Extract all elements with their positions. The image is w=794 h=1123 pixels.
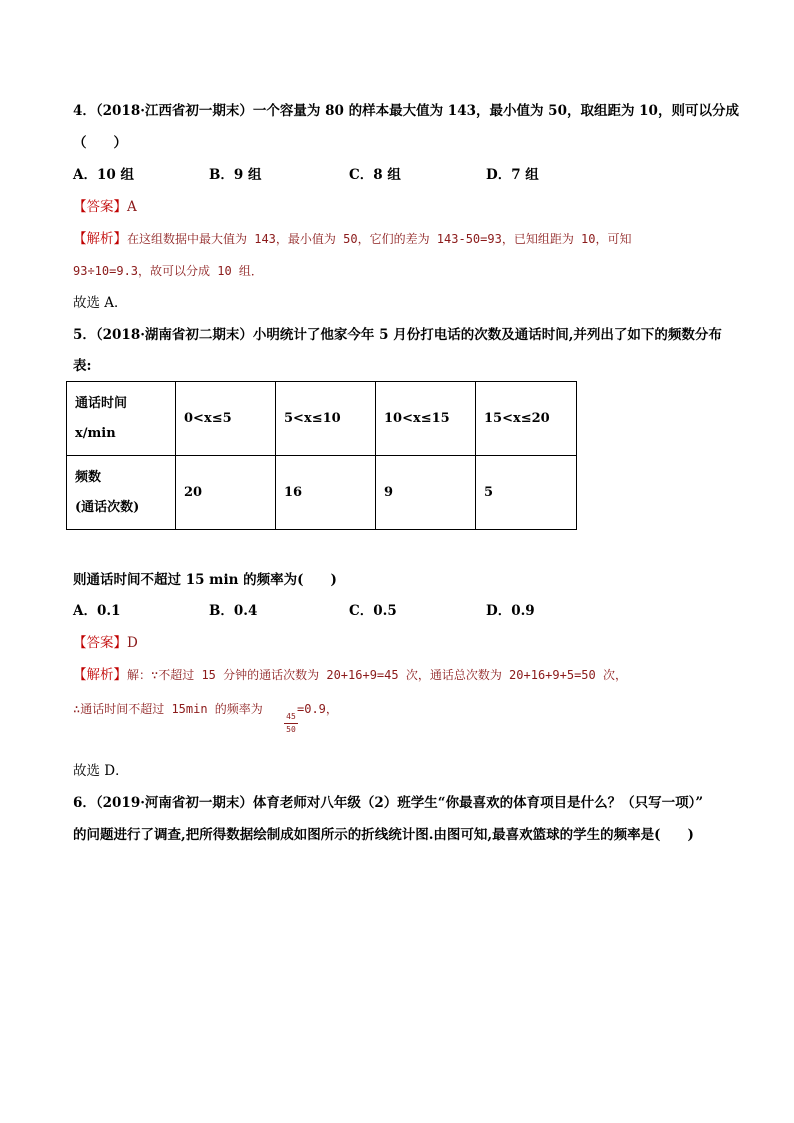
q6-stem-line1: 6．（2019·河南省初一期末）体育老师对八年级（2）班学生“你最喜欢的体育项目是什么？（只写一项）” bbox=[73, 795, 704, 811]
q5-option-d: D．0.9 bbox=[486, 603, 535, 619]
fraction-numerator: 45 bbox=[286, 712, 296, 721]
frequency-table bbox=[66, 381, 577, 530]
q4-answer bbox=[73, 198, 137, 216]
q5-stem-line1: 5．（2018·湖南省初二期末）小明统计了他家今年 5 月份打电话的次数及通话时间,并列出了如下的频数分布 bbox=[73, 327, 722, 343]
table-row bbox=[67, 382, 577, 456]
fraction-denominator: 50 bbox=[286, 725, 296, 734]
q4-analysis-tag: 【解析】 bbox=[73, 231, 127, 247]
q5-answer bbox=[73, 634, 138, 652]
table-cell: 9 bbox=[376, 456, 476, 530]
table-row bbox=[67, 456, 577, 530]
q4-analysis-line1 bbox=[73, 230, 632, 248]
row-header-time-unit: x/min bbox=[75, 425, 116, 441]
q5-analysis-line1 bbox=[73, 666, 627, 684]
table-row-header-count bbox=[67, 456, 176, 530]
q5-answer-value: D bbox=[127, 635, 138, 651]
row-header-count-label: 频数 bbox=[75, 469, 102, 485]
table-cell: 5<x≤10 bbox=[276, 382, 376, 456]
q4-conclusion: 故选 A． bbox=[73, 295, 128, 311]
table-row-header-time bbox=[67, 382, 176, 456]
q5-option-c: C．0.5 bbox=[349, 603, 397, 619]
table-cell: 0<x≤5 bbox=[176, 382, 276, 456]
q4-option-a: A．10 组 bbox=[73, 167, 134, 183]
table-cell: 15<x≤20 bbox=[476, 382, 577, 456]
q5-analysis-text1: 解：∵不超过 15 分钟的通话次数为 20+16+9=45 次，通话总次数为 20+16+9+5=50 次， bbox=[127, 668, 627, 682]
q4-answer-tag: 【答案】 bbox=[73, 199, 127, 215]
q5-conclusion: 故选 D． bbox=[73, 763, 129, 779]
q4-analysis-text1: 在这组数据中最大值为 143，最小值为 50，它们的差为 143-50=93，已知组距为 10，可知 bbox=[127, 232, 632, 246]
table-cell: 10<x≤15 bbox=[376, 382, 476, 456]
q5-stem-line2: 表: bbox=[73, 358, 92, 374]
q5-analysis-line2-end: =0.9， bbox=[297, 702, 338, 716]
q4-stem-line2: （ ） bbox=[73, 135, 127, 151]
q4-analysis-line2: 93÷10=9.3，故可以分成 10 组． bbox=[73, 264, 263, 278]
q4-option-b: B．9 组 bbox=[209, 167, 262, 183]
q5-question: 则通话时间不超过 15 min 的频率为( ) bbox=[73, 572, 337, 588]
q4-option-d: D．7 组 bbox=[486, 167, 539, 183]
q5-analysis-tag: 【解析】 bbox=[73, 667, 127, 683]
q5-analysis-line2: ∴通话时间不超过 15min 的频率为 bbox=[73, 702, 263, 716]
q4-stem-line1: 4．（2018·江西省初一期末）一个容量为 80 的样本最大值为 143，最小值为 50，取组距为 10，则可以分成 bbox=[73, 103, 739, 119]
q5-option-a: A．0.1 bbox=[73, 603, 121, 619]
q4-option-c: C．8 组 bbox=[349, 167, 401, 183]
q5-fraction bbox=[284, 712, 298, 735]
table-cell: 16 bbox=[276, 456, 376, 530]
table-cell: 5 bbox=[476, 456, 577, 530]
q4-answer-value: A bbox=[127, 199, 137, 215]
row-header-time-label: 通话时间 bbox=[75, 395, 128, 411]
q5-option-b: B．0.4 bbox=[209, 603, 258, 619]
row-header-count-unit: (通话次数) bbox=[75, 499, 140, 515]
q5-answer-tag: 【答案】 bbox=[73, 635, 127, 651]
q6-stem-line2: 的问题进行了调查,把所得数据绘制成如图所示的折线统计图.由图可知,最喜欢篮球的学生的频率是( ) bbox=[73, 827, 694, 843]
table-cell: 20 bbox=[176, 456, 276, 530]
